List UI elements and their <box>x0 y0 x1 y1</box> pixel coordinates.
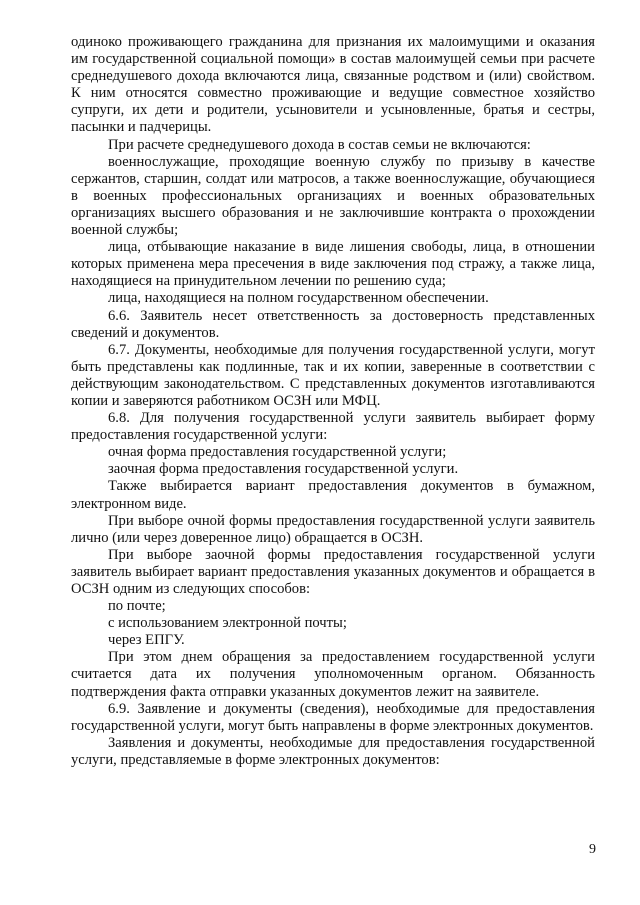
paragraph-in-person-choice: При выборе очной формы предоставления государственной услуги заявитель лично (или через доверенное лицо) обращается в ОСЗН. <box>71 512 595 546</box>
paragraph-in-person-form: очная форма предоставления государственной услуги; <box>108 444 447 461</box>
paragraph-imprisoned: лица, отбывающие наказание в виде лишения свободы, лица, в отношении которых применена мера пресечения в виде заключения под стражу, а также лица, находящиеся на принудительном лечении по решению суда; <box>71 239 595 290</box>
document-body <box>71 34 595 769</box>
paragraph-6-6: 6.6. Заявитель несет ответственность за достоверность представленных сведений и документов. <box>71 307 595 341</box>
paragraph-by-email: с использованием электронной почты; <box>108 615 347 632</box>
paragraph-by-mail: по почте; <box>108 598 166 615</box>
paragraph-6-9: 6.9. Заявление и документы (сведения), необходимые для предоставления государственной услуги, могут быть направлены в форме электронных документов. <box>71 700 595 734</box>
paragraph-remote-choice: При выборе заочной формы предоставления государственной услуги заявитель выбирает вариант предоставления указанных документов и обращается в ОСЗН одним из следующих способов: <box>71 546 595 597</box>
paragraph-excluded-intro: При расчете среднедушевого дохода в состав семьи не включаются: <box>108 136 531 153</box>
paragraph-via-portal: через ЕПГУ. <box>108 632 185 649</box>
paragraph-application-date: При этом днем обращения за предоставлением государственной услуги считается дата их получения уполномоченным органом. Обязанность подтверждения факта отправки указанных документов лежит на заявителе. <box>71 649 595 700</box>
paragraph-continuation: одиноко проживающего гражданина для признания их малоимущими и оказания им государственной социальной помощи» в состав малоимущей семьи при расчете среднедушевого дохода включаются лица, связанные родством и (или) свойством. К ним относятся совместно проживающие и ведущие совместное хозяйство супруги, их дети и родители, усыновители и усыновленные, братья и сестры, пасынки и падчерицы. <box>71 34 595 136</box>
paragraph-military: военнослужащие, проходящие военную службу по призыву в качестве сержантов, старшин, солдат или матросов, а также военнослужащие, обучающиеся в военных профессиональных организациях и военных образовательных организациях высшего образования и не заключившие контракта о прохождении военной службы; <box>71 153 595 239</box>
paragraph-6-7: 6.7. Документы, необходимые для получения государственной услуги, могут быть представлены как подлинные, так и их копии, заверенные в соответствии с действующим законодательством. С представленных документов изготавливаются копии и заверяются работником ОСЗН или МФЦ. <box>71 341 595 409</box>
paragraph-electronic-documents: Заявления и документы, необходимые для предоставления государственной услуги, представляемые в форме электронных документов: <box>71 734 595 768</box>
paragraph-document-format: Также выбирается вариант предоставления документов в бумажном, электронном виде. <box>71 478 595 512</box>
page-number: 9 <box>589 842 596 857</box>
paragraph-state-support: лица, находящиеся на полном государственном обеспечении. <box>108 290 489 307</box>
paragraph-remote-form: заочная форма предоставления государственной услуги. <box>108 461 459 478</box>
paragraph-6-8: 6.8. Для получения государственной услуги заявитель выбирает форму предоставления государственной услуги: <box>71 410 595 444</box>
